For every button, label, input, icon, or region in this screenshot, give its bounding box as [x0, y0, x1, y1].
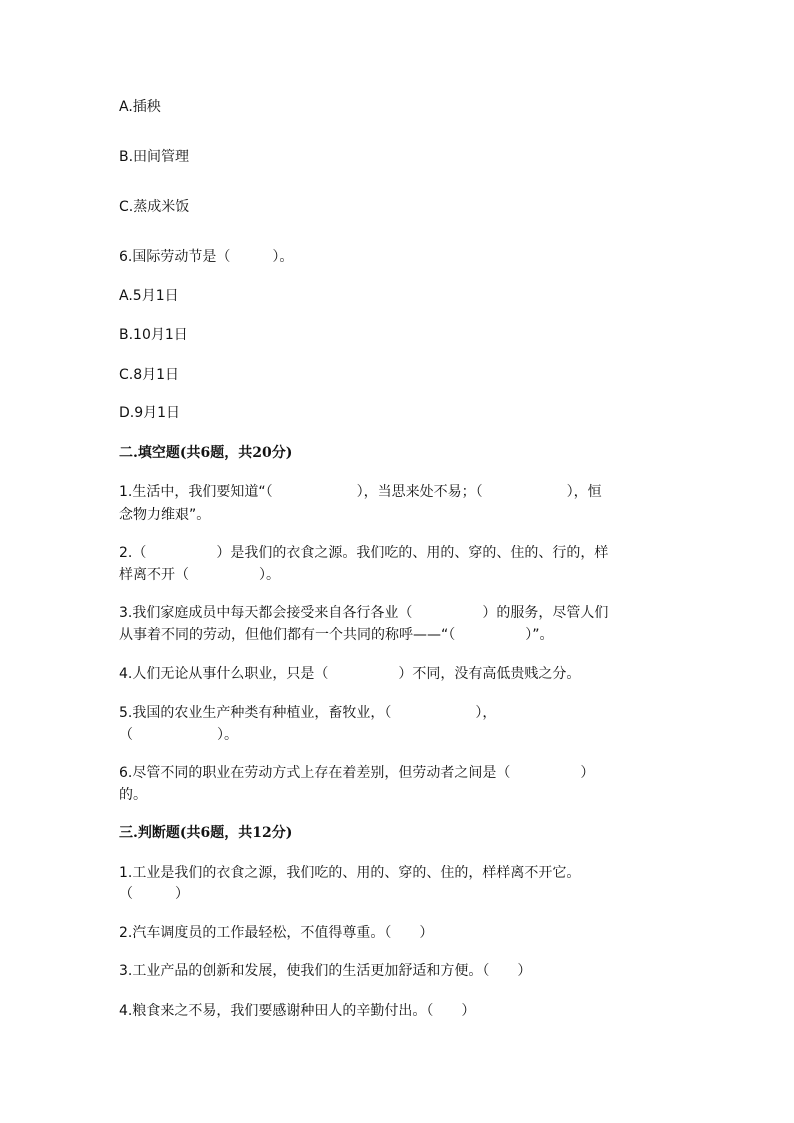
judge-q1-line2: （ ） [119, 886, 189, 902]
fill-q2-line1: 2.（ ）是我们的衣食之源。我们吃的、用的、穿的、住的、行的，样 [119, 545, 609, 561]
q6-option-a: A.5月1日 [119, 288, 179, 304]
q6-stem: 6.国际劳动节是（ ）。 [119, 249, 294, 265]
q6-option-d: D.9月1日 [119, 405, 181, 421]
q5-option-a: A.插秧 [119, 99, 161, 115]
fill-q5-line2: （ ）。 [119, 727, 238, 743]
judge-q4: 4.粮食来之不易，我们要感谢种田人的辛勤付出。（ ） [119, 1003, 476, 1019]
judge-q2: 2.汽车调度员的工作最轻松，不值得尊重。（ ） [119, 925, 434, 941]
q6-option-c: C.8月1日 [119, 367, 180, 383]
q5-option-b: B.田间管理 [119, 149, 190, 165]
fill-q1-line2: 念物力维艰”。 [119, 507, 211, 523]
fill-q2-line2: 样离不开（ ）。 [119, 567, 280, 583]
fill-q3-line1: 3.我们家庭成员中每天都会接受来自各行各业（ ）的服务，尽管人们 [119, 605, 609, 621]
fill-q6-line2: 的。 [119, 787, 147, 803]
judge-q3: 3.工业产品的创新和发展，使我们的生活更加舒适和方便。（ ） [119, 963, 532, 979]
fill-q6-line1: 6.尽管不同的职业在劳动方式上存在着差别，但劳动者之间是（ ） [119, 765, 595, 781]
judge-q1-line1: 1.工业是我们的衣食之源，我们吃的、用的、穿的、住的，样样离不开它。 [119, 865, 581, 881]
fill-q3-line2: 从事着不同的劳动，但他们都有一个共同的称呼——“（ ）”。 [119, 627, 554, 643]
fill-q5-line1: 5.我国的农业生产种类有种植业，畜牧业，（ ）， [119, 705, 497, 721]
fill-q4: 4.人们无论从事什么职业，只是（ ）不同，没有高低贵贱之分。 [119, 666, 581, 682]
section2-heading: 二.填空题(共6题，共20分) [119, 445, 293, 461]
q5-option-c: C.蒸成米饭 [119, 199, 190, 215]
fill-q1-line1: 1.生活中，我们要知道“（ ），当思来处不易；（ ），恒 [119, 484, 602, 500]
section3-heading: 三.判断题(共6题，共12分) [119, 825, 293, 841]
q6-option-b: B.10月1日 [119, 327, 188, 343]
